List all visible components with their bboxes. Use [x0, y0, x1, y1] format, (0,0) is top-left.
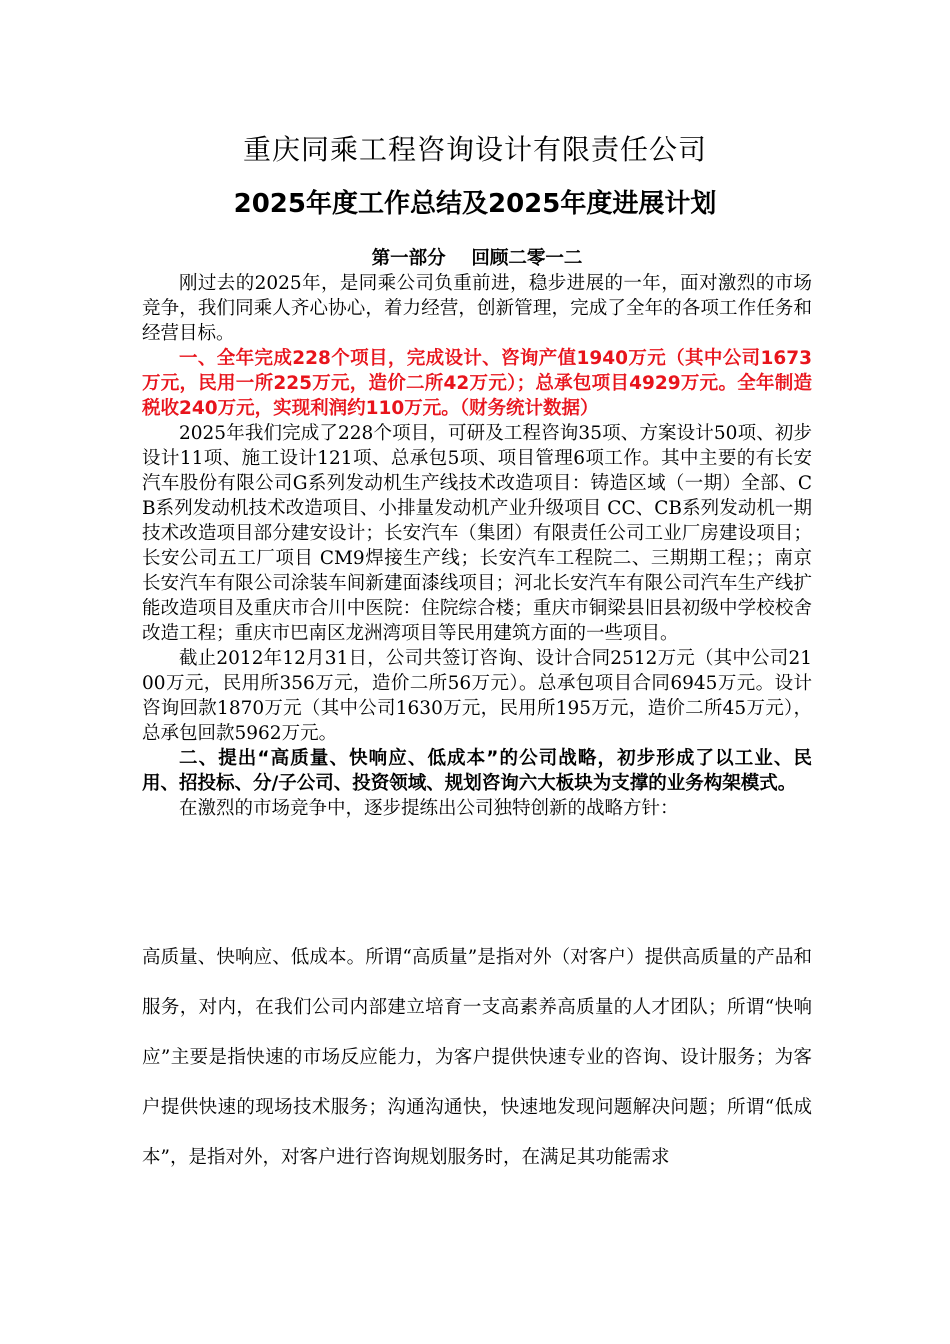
body-text	[142, 271, 812, 821]
projects-paragraph: 2025年我们完成了228个项目，可研及工程咨询35项、方案设计50项、初步设计11项、施工设计121项、总承包5项、项目管理6项工作。其中主要的有长安汽车股份有限公司G系列发动机生产线技术改造项目：铸造区域（一期）全部、CB系列发动机技术改造项目、小排量发动机产业升级项目 CC、CB系列发动机一期技术改造项目部分建安设计；长安汽车（集团）有限责任公司工业厂房建设项目；长安公司五工厂项目 CM9焊接生产线；长安汽车工程院二、三期期工程；；南京长安汽车有限公司涂装车间新建面漆线项目；河北长安汽车有限公司汽车生产线扩能改造项目及重庆市合川中医院：住院综合楼；重庆市铜梁县旧县初级中学校校舍改造工程；重庆市巴南区龙洲湾项目等民用建筑方面的一些项目。	[142, 423, 812, 644]
strategy-body-paragraph: 高质量、快响应、低成本。所谓“高质量”是指对外（对客户）提供高质量的产品和服务，对内，在我们公司内部建立培育一支高素养高质量的人才团队；所谓“快响应”主要是指快速的市场反应能力，为客户提供快速专业的咨询、设计服务；为客户提供快速的现场技术服务；沟通沟通快，快速地发现问题解决问题；所谓“低成本”，是指对外，对客户进行咨询规划服务时，在满足其功能需求	[142, 947, 812, 1168]
strategy-intro-paragraph: 在激烈的市场竞争中，逐步提练出公司独特创新的战略方针：	[179, 798, 679, 819]
section-heading: 第一部分 回顾二零一二	[371, 248, 583, 269]
company-title: 重庆同乘工程咨询设计有限责任公司	[242, 133, 707, 166]
report-title: 2025年度工作总结及2025年度进展计划	[233, 189, 717, 219]
contracts-paragraph: 截止2012年12月31日，公司共签订咨询、设计合同2512万元（其中公司2100万元，民用所356万元，造价二所56万元）。总承包项目合同6945万元。设计咨询回款1870万元（其中公司1630万元，民用所195万元，造价二所45万元），总承包回款5962万元。	[142, 648, 812, 744]
strategy-heading: 二、提出“高质量、快响应、低成本”的公司战略，初步形成了以工业、民用、招投标、分/子公司、投资领域、规划咨询六大板块为支撑的业务构架模式。	[142, 748, 812, 794]
intro-paragraph: 刚过去的2025年，是同乘公司负重前进，稳步进展的一年，面对激烈的市场竞争，我们同乘人齐心协心，着力经营，创新管理，完成了全年的各项工作任务和经营目标。	[142, 273, 812, 344]
highlight-paragraph: 一、全年完成228个项目，完成设计、咨询产值1940万元（其中公司1673万元，民用一所225万元，造价二所42万元）；总承包项目4929万元。全年制造税收240万元，实现利润约110万元。（财务统计数据）	[142, 348, 812, 419]
